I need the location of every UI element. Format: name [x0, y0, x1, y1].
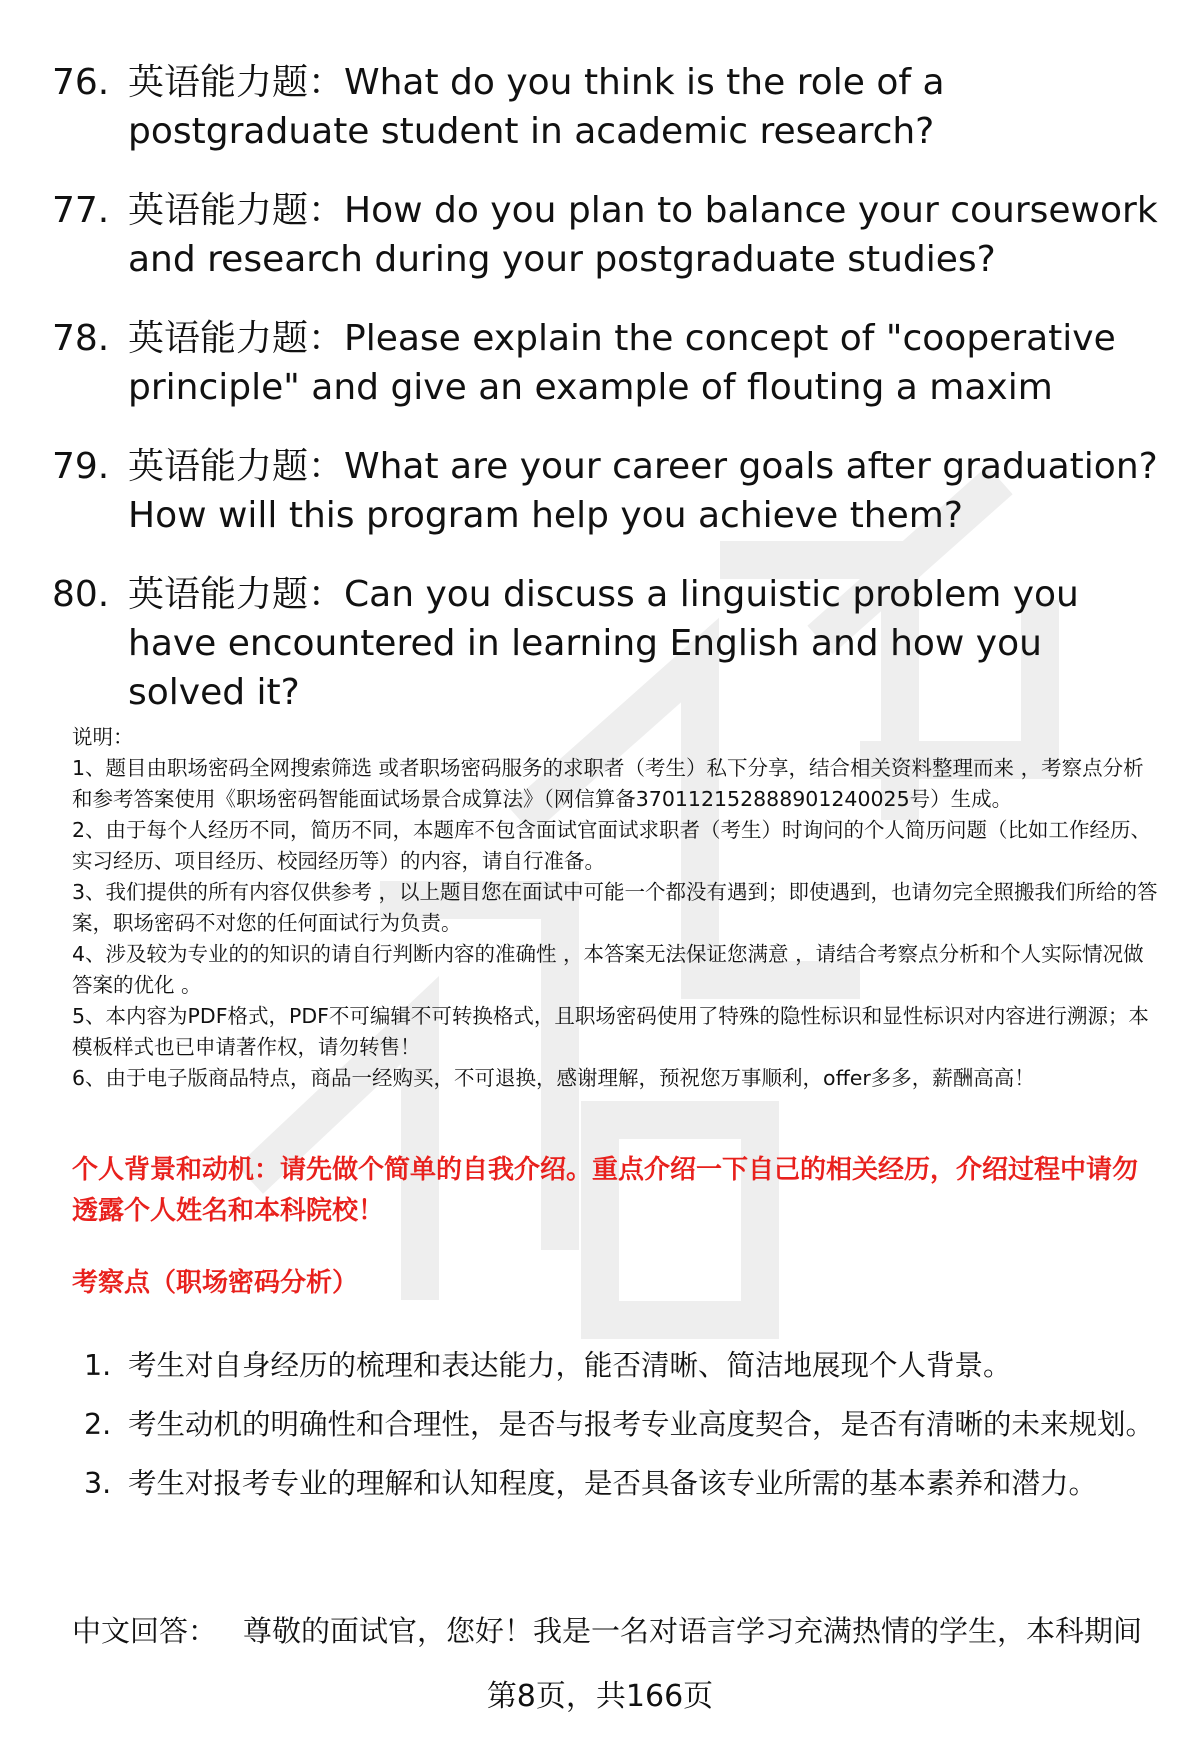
question-item	[52, 442, 1162, 540]
question-list	[52, 58, 1162, 747]
notes-item: 5、本内容为PDF格式，PDF不可编辑不可转换格式，且职场密码使用了特殊的隐性标识和显性标识对内容进行溯源；本模板样式也已申请著作权，请勿转售！	[72, 1004, 1149, 1059]
point-text: 考生对报考专业的理解和认知程度，是否具备该专业所需的基本素养和潜力。	[128, 1467, 1098, 1500]
question-text: 英语能力题：Please explain the concept of "cooperative principle" and give an example of flouting a maxim	[128, 318, 1116, 408]
question-item	[52, 570, 1162, 717]
notes-item: 6、由于电子版商品特点，商品一经购买，不可退换，感谢理解，预祝您万事顺利，offer多多，薪酬高高！	[72, 1066, 1035, 1090]
answer-paragraph	[72, 1608, 1172, 1654]
point-number: 1.	[84, 1349, 112, 1382]
point-number: 3.	[84, 1467, 112, 1500]
question-item	[52, 186, 1162, 284]
notes-item: 4、涉及较为专业的的知识的请自行判断内容的准确性 ，本答案无法保证您满意 ，请结合考察点分析和个人实际情况做答案的优化 。	[72, 942, 1144, 997]
notes-item: 2、由于每个人经历不同，简历不同，本题库不包含面试官面试求职者（考生）时询问的个人简历问题（比如工作经历、实习经历、项目经历、校园经历等）的内容，请自行准备。	[72, 818, 1152, 873]
question-number: 77.	[52, 190, 110, 231]
question-text: 英语能力题：Can you discuss a linguistic problem you have encountered in learning English and how you solved it?	[128, 574, 1079, 713]
notes-item: 1、题目由职场密码全网搜索筛选 或者职场密码服务的求职者（考生）私下分享，结合相关资料整理而来 ，考察点分析和参考答案使用《职场密码智能面试场景合成算法》（网信算备370112152888901240025号）生成。	[72, 756, 1144, 811]
question-number: 76.	[52, 62, 110, 103]
disclaimer-notes	[72, 722, 1162, 1094]
question-item	[52, 314, 1162, 412]
question-text: 英语能力题：How do you plan to balance your coursework and research during your postgraduate studies?	[128, 190, 1158, 280]
analysis-point	[84, 1395, 1164, 1454]
question-number: 80.	[52, 574, 110, 615]
analysis-heading: 考察点（职场密码分析）	[72, 1268, 359, 1298]
question-number: 79.	[52, 446, 110, 487]
answer-label: 中文回答：	[72, 1614, 218, 1648]
question-number: 78.	[52, 318, 110, 359]
answer-text: 尊敬的面试官，您好！我是一名对语言学习充满热情的学生，本科期间	[243, 1614, 1143, 1648]
point-text: 考生对自身经历的梳理和表达能力，能否清晰、简洁地展现个人背景。	[128, 1349, 1012, 1382]
analysis-point	[84, 1336, 1164, 1395]
section-heading: 个人背景和动机：请先做个简单的自我介绍。重点介绍一下自己的相关经历，介绍过程中请勿透露个人姓名和本科院校！	[72, 1155, 1139, 1226]
question-text: 英语能力题：What are your career goals after graduation? How will this program help you achieve them?	[128, 446, 1158, 536]
point-number: 2.	[84, 1408, 112, 1441]
notes-item: 3、我们提供的所有内容仅供参考 ，以上题目您在面试中可能一个都没有遇到；即使遇到，也请勿完全照搬我们所给的答案，职场密码不对您的任何面试行为负责。	[72, 880, 1158, 935]
analysis-point	[84, 1454, 1164, 1513]
analysis-points	[84, 1336, 1164, 1513]
point-text: 考生动机的明确性和合理性，是否与报考专业高度契合，是否有清晰的未来规划。	[128, 1408, 1155, 1441]
question-text: 英语能力题：What do you think is the role of a postgraduate student in academic research?	[128, 62, 945, 152]
notes-title: 说明：	[72, 725, 134, 749]
question-item	[52, 58, 1162, 156]
page-footer: 第8页，共166页	[486, 1679, 714, 1714]
